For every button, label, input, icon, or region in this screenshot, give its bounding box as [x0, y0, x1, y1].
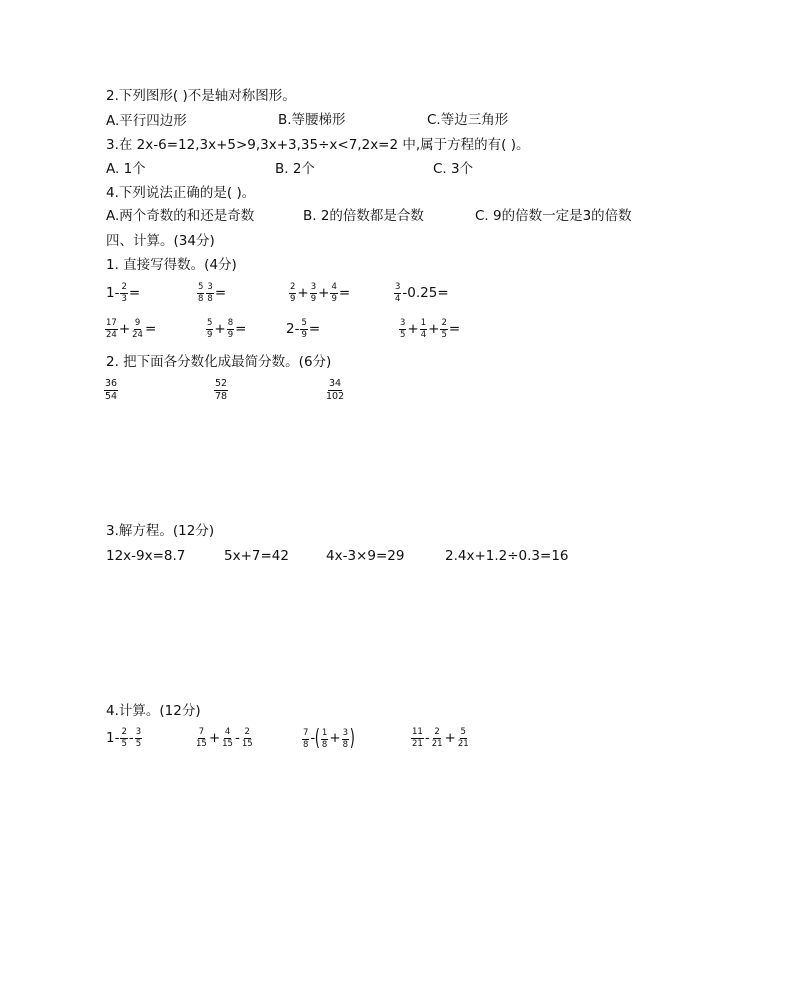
equation: 12x-9x=8.7 — [106, 548, 186, 564]
fraction — [300, 319, 307, 340]
fraction — [135, 728, 142, 749]
numerator: 3 — [342, 727, 349, 738]
fraction — [289, 283, 296, 304]
part-1-title: 1. 直接写得数。(4分) — [106, 257, 237, 273]
part-4-title: 4.计算。(12分) — [106, 703, 201, 719]
numerator: 5 — [207, 318, 213, 328]
fraction — [457, 728, 470, 749]
right-paren: ) — [349, 726, 355, 751]
fraction — [399, 319, 406, 340]
fraction — [321, 729, 328, 750]
fraction — [227, 319, 234, 340]
denominator: 8 — [342, 739, 349, 750]
mental-math-item — [288, 283, 350, 304]
expr-text: 2- — [286, 320, 300, 337]
fraction — [206, 283, 213, 304]
fraction — [197, 283, 204, 304]
numerator: 34 — [329, 378, 342, 389]
expr-operator: + — [118, 320, 131, 337]
mental-math-item — [286, 319, 320, 340]
fraction — [342, 729, 349, 750]
denominator: 54 — [105, 390, 118, 402]
denominator: 4 — [395, 293, 401, 304]
mental-math-item — [398, 319, 460, 340]
question-2-option-a: A.平行四边形 — [106, 113, 187, 129]
fraction — [195, 728, 208, 749]
numerator: 3 — [310, 282, 317, 292]
expr-operator: + — [329, 730, 341, 747]
fraction — [310, 283, 317, 304]
expr-operator: + — [208, 729, 221, 746]
expr-operator: + — [297, 284, 309, 301]
numerator: 9 — [134, 318, 141, 328]
fraction — [411, 728, 424, 749]
section-title: 四、计算。(34分) — [106, 233, 215, 249]
denominator: 15 — [196, 738, 207, 749]
calc-item — [301, 728, 355, 750]
numerator: 2 — [441, 318, 447, 328]
numerator: 52 — [215, 378, 228, 389]
numerator: 4 — [224, 727, 231, 737]
simplify-item — [104, 379, 118, 402]
simplify-item — [325, 379, 345, 402]
numerator: 2 — [434, 727, 440, 737]
fraction — [120, 283, 127, 304]
numerator: 17 — [106, 318, 117, 328]
numerator: 7 — [198, 727, 205, 737]
numerator: 3 — [400, 318, 406, 328]
expr-equals: = — [448, 320, 461, 337]
denominator: 8 — [303, 739, 309, 750]
expr-operator: - — [234, 729, 240, 746]
denominator: 9 — [310, 293, 317, 304]
part-3-title: 3.解方程。(12分) — [106, 523, 215, 539]
denominator: 5 — [135, 738, 142, 749]
fraction — [330, 283, 337, 304]
denominator: 8 — [198, 293, 204, 304]
denominator: 8 — [321, 739, 328, 750]
numerator: 4 — [331, 282, 337, 292]
left-paren: ( — [315, 726, 321, 751]
question-4-option-a: A.两个奇数的和还是奇数 — [106, 208, 255, 224]
denominator: 8 — [207, 293, 213, 304]
question-4-option-c: C. 9的倍数一定是3的倍数 — [475, 208, 632, 224]
question-2-stem: 2.下列图形( )不是轴对称图形。 — [106, 88, 296, 104]
fraction — [120, 728, 127, 749]
mental-math-item — [106, 283, 140, 304]
denominator: 4 — [420, 329, 427, 340]
simplify-item — [214, 379, 228, 402]
expr-operator: + — [214, 320, 226, 337]
expr-text: 1- — [106, 284, 120, 301]
calc-item — [410, 728, 471, 749]
numerator: 3 — [395, 282, 401, 292]
question-2-option-c: C.等边三角形 — [427, 112, 509, 128]
numerator: 11 — [412, 727, 423, 737]
expr-equals: = — [308, 320, 321, 337]
numerator: 1 — [420, 318, 427, 328]
fraction — [221, 728, 234, 749]
question-3-option-a: A. 1个 — [106, 161, 146, 177]
question-2-option-b: B.等腰梯形 — [278, 112, 346, 128]
denominator: 21 — [431, 738, 443, 749]
expr-equals: = — [235, 320, 247, 337]
mental-math-item — [393, 283, 449, 304]
fraction — [131, 319, 144, 340]
mental-math-item — [196, 283, 226, 304]
question-3-stem: 3.在 2x-6=12,3x+5>9,3x+3,35÷x<7,2x=2 中,属于方程的有( )。 — [106, 137, 530, 153]
numerator: 3 — [135, 727, 142, 737]
expr-equals: = — [214, 284, 227, 301]
expr-equals: = — [128, 284, 141, 301]
expr-operator: - — [128, 729, 134, 746]
fraction — [431, 728, 444, 749]
numerator: 5 — [198, 282, 204, 292]
mental-math-item — [205, 319, 246, 340]
fraction — [104, 379, 118, 402]
mental-math-item — [104, 319, 156, 340]
fraction — [325, 379, 345, 402]
expr-operator: - — [310, 730, 316, 747]
denominator: 24 — [132, 329, 143, 340]
denominator: 9 — [331, 293, 337, 304]
expr-equals: = — [144, 320, 157, 337]
fraction — [394, 283, 401, 304]
equation: 2.4x+1.2÷0.3=16 — [445, 548, 569, 564]
question-3-option-c: C. 3个 — [433, 161, 474, 177]
denominator: 5 — [400, 329, 406, 340]
denominator: 9 — [290, 293, 296, 304]
expr-operator: + — [444, 729, 456, 746]
denominator: 15 — [241, 738, 253, 749]
numerator: 7 — [303, 727, 309, 738]
numerator: 2 — [121, 282, 127, 292]
fraction — [206, 319, 213, 340]
denominator: 15 — [222, 738, 233, 749]
denominator: 21 — [412, 738, 423, 749]
calc-item — [106, 728, 143, 749]
numerator: 1 — [321, 727, 328, 738]
denominator: 5 — [121, 738, 127, 749]
fraction — [105, 319, 118, 340]
question-4-stem: 4.下列说法正确的是( )。 — [106, 185, 256, 201]
numerator: 8 — [227, 318, 234, 328]
fraction — [302, 729, 309, 750]
expr-operator: + — [318, 284, 330, 301]
numerator: 2 — [290, 282, 296, 292]
denominator: 9 — [207, 329, 213, 340]
question-3-option-b: B. 2个 — [275, 161, 315, 177]
denominator: 3 — [121, 293, 127, 304]
numerator: 5 — [301, 318, 307, 328]
numerator: 3 — [207, 282, 213, 292]
fraction — [214, 379, 228, 402]
expr-text: 1- — [106, 729, 120, 746]
denominator: 9 — [227, 329, 234, 340]
fraction — [420, 319, 427, 340]
denominator: 78 — [215, 390, 228, 402]
part-2-title: 2. 把下面各分数化成最简分数。(6分) — [106, 354, 332, 370]
expr-equals: = — [338, 284, 351, 301]
numerator: 2 — [244, 727, 250, 737]
denominator: 9 — [301, 329, 307, 340]
numerator: 2 — [121, 727, 127, 737]
denominator: 21 — [457, 738, 469, 749]
expr-operator: - — [424, 729, 430, 746]
equation: 4x-3×9=29 — [326, 548, 405, 564]
denominator: 102 — [326, 390, 345, 402]
numerator: 36 — [105, 378, 118, 389]
expr-operator: + — [407, 320, 419, 337]
expr-text: -0.25= — [402, 284, 449, 301]
fraction — [440, 319, 447, 340]
question-4-option-b: B. 2的倍数都是合数 — [303, 208, 424, 224]
equation: 5x+7=42 — [224, 548, 289, 564]
expr-operator: + — [428, 320, 440, 337]
fraction — [241, 728, 254, 749]
denominator: 24 — [106, 329, 117, 340]
calc-item — [194, 728, 255, 749]
numerator: 5 — [460, 727, 466, 737]
denominator: 5 — [441, 329, 447, 340]
